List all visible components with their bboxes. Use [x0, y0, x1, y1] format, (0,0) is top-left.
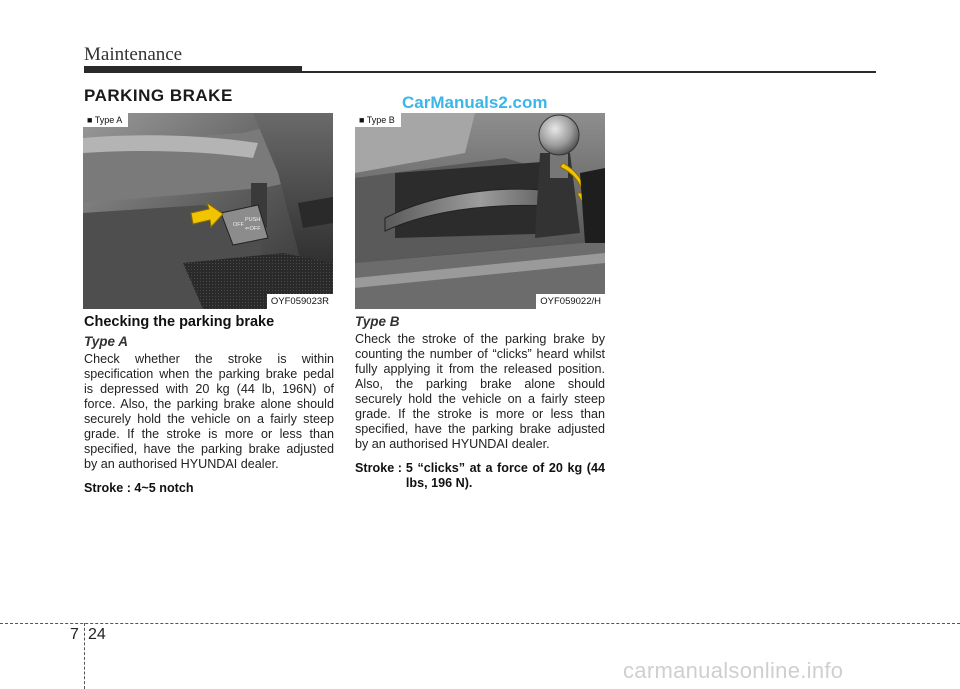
right-column [355, 314, 605, 491]
type-b-stroke-label: Stroke : [355, 461, 402, 475]
type-a-heading: Type A [84, 334, 129, 349]
type-b-stroke [355, 461, 605, 491]
checking-heading: Checking the parking brake [84, 314, 275, 330]
lever-illustration [355, 113, 605, 309]
header-rule-thick [84, 66, 302, 73]
figure-b-label: ■ Type B [355, 113, 401, 127]
section-title: PARKING BRAKE [84, 86, 233, 105]
figure-b-code: OYF059022/H [536, 294, 605, 309]
footer-divider [84, 623, 85, 689]
footer-rule [0, 623, 960, 624]
pedal-text-push: PUSH [245, 217, 261, 223]
footer-watermark: carmanualsonline.info [623, 658, 844, 683]
page-number: 24 [88, 626, 106, 643]
type-b-body: Check the stroke of the parking brake by counting the number of “clicks” heard whilst fully applying it from the released position. Also, the parking brake alone should securely hold the vehicle on a fairly steep grade. If the stroke is more or less than specified, have the parking brake adjusted by an authorised HYUNDAI dealer. [355, 332, 605, 451]
figure-type-b [355, 113, 605, 309]
figure-type-a [83, 113, 333, 309]
pedal-illustration [83, 113, 333, 309]
header-rule-thin [302, 71, 876, 73]
watermark-link[interactable]: CarManuals2.com [402, 93, 548, 112]
type-a-stroke: Stroke : 4~5 notch [84, 481, 194, 495]
chapter-number: 7 [70, 626, 79, 643]
type-b-heading: Type B [355, 314, 400, 329]
type-a-body: Check whether the stroke is within specification when the parking brake pedal is depressed with 20 kg (44 lb, 196N) of force. Also, the parking brake alone should securely hold the vehicle on a fairly steep grade. If the stroke is more or less than specified, have the parking brake adjusted by an authorised HYUNDAI dealer. [84, 352, 334, 471]
pedal-text-off: OFF [233, 222, 244, 228]
figure-a-code: OYF059023R [267, 294, 333, 309]
figure-a-label: ■ Type A [83, 113, 128, 127]
pedal-text-arrow-off: ⇐OFF [245, 226, 261, 232]
page-header-title: Maintenance [84, 44, 183, 65]
type-b-stroke-value: 5 “clicks” at a force of 20 kg (44 lbs, 196 N). [405, 461, 605, 490]
left-column [84, 314, 334, 496]
